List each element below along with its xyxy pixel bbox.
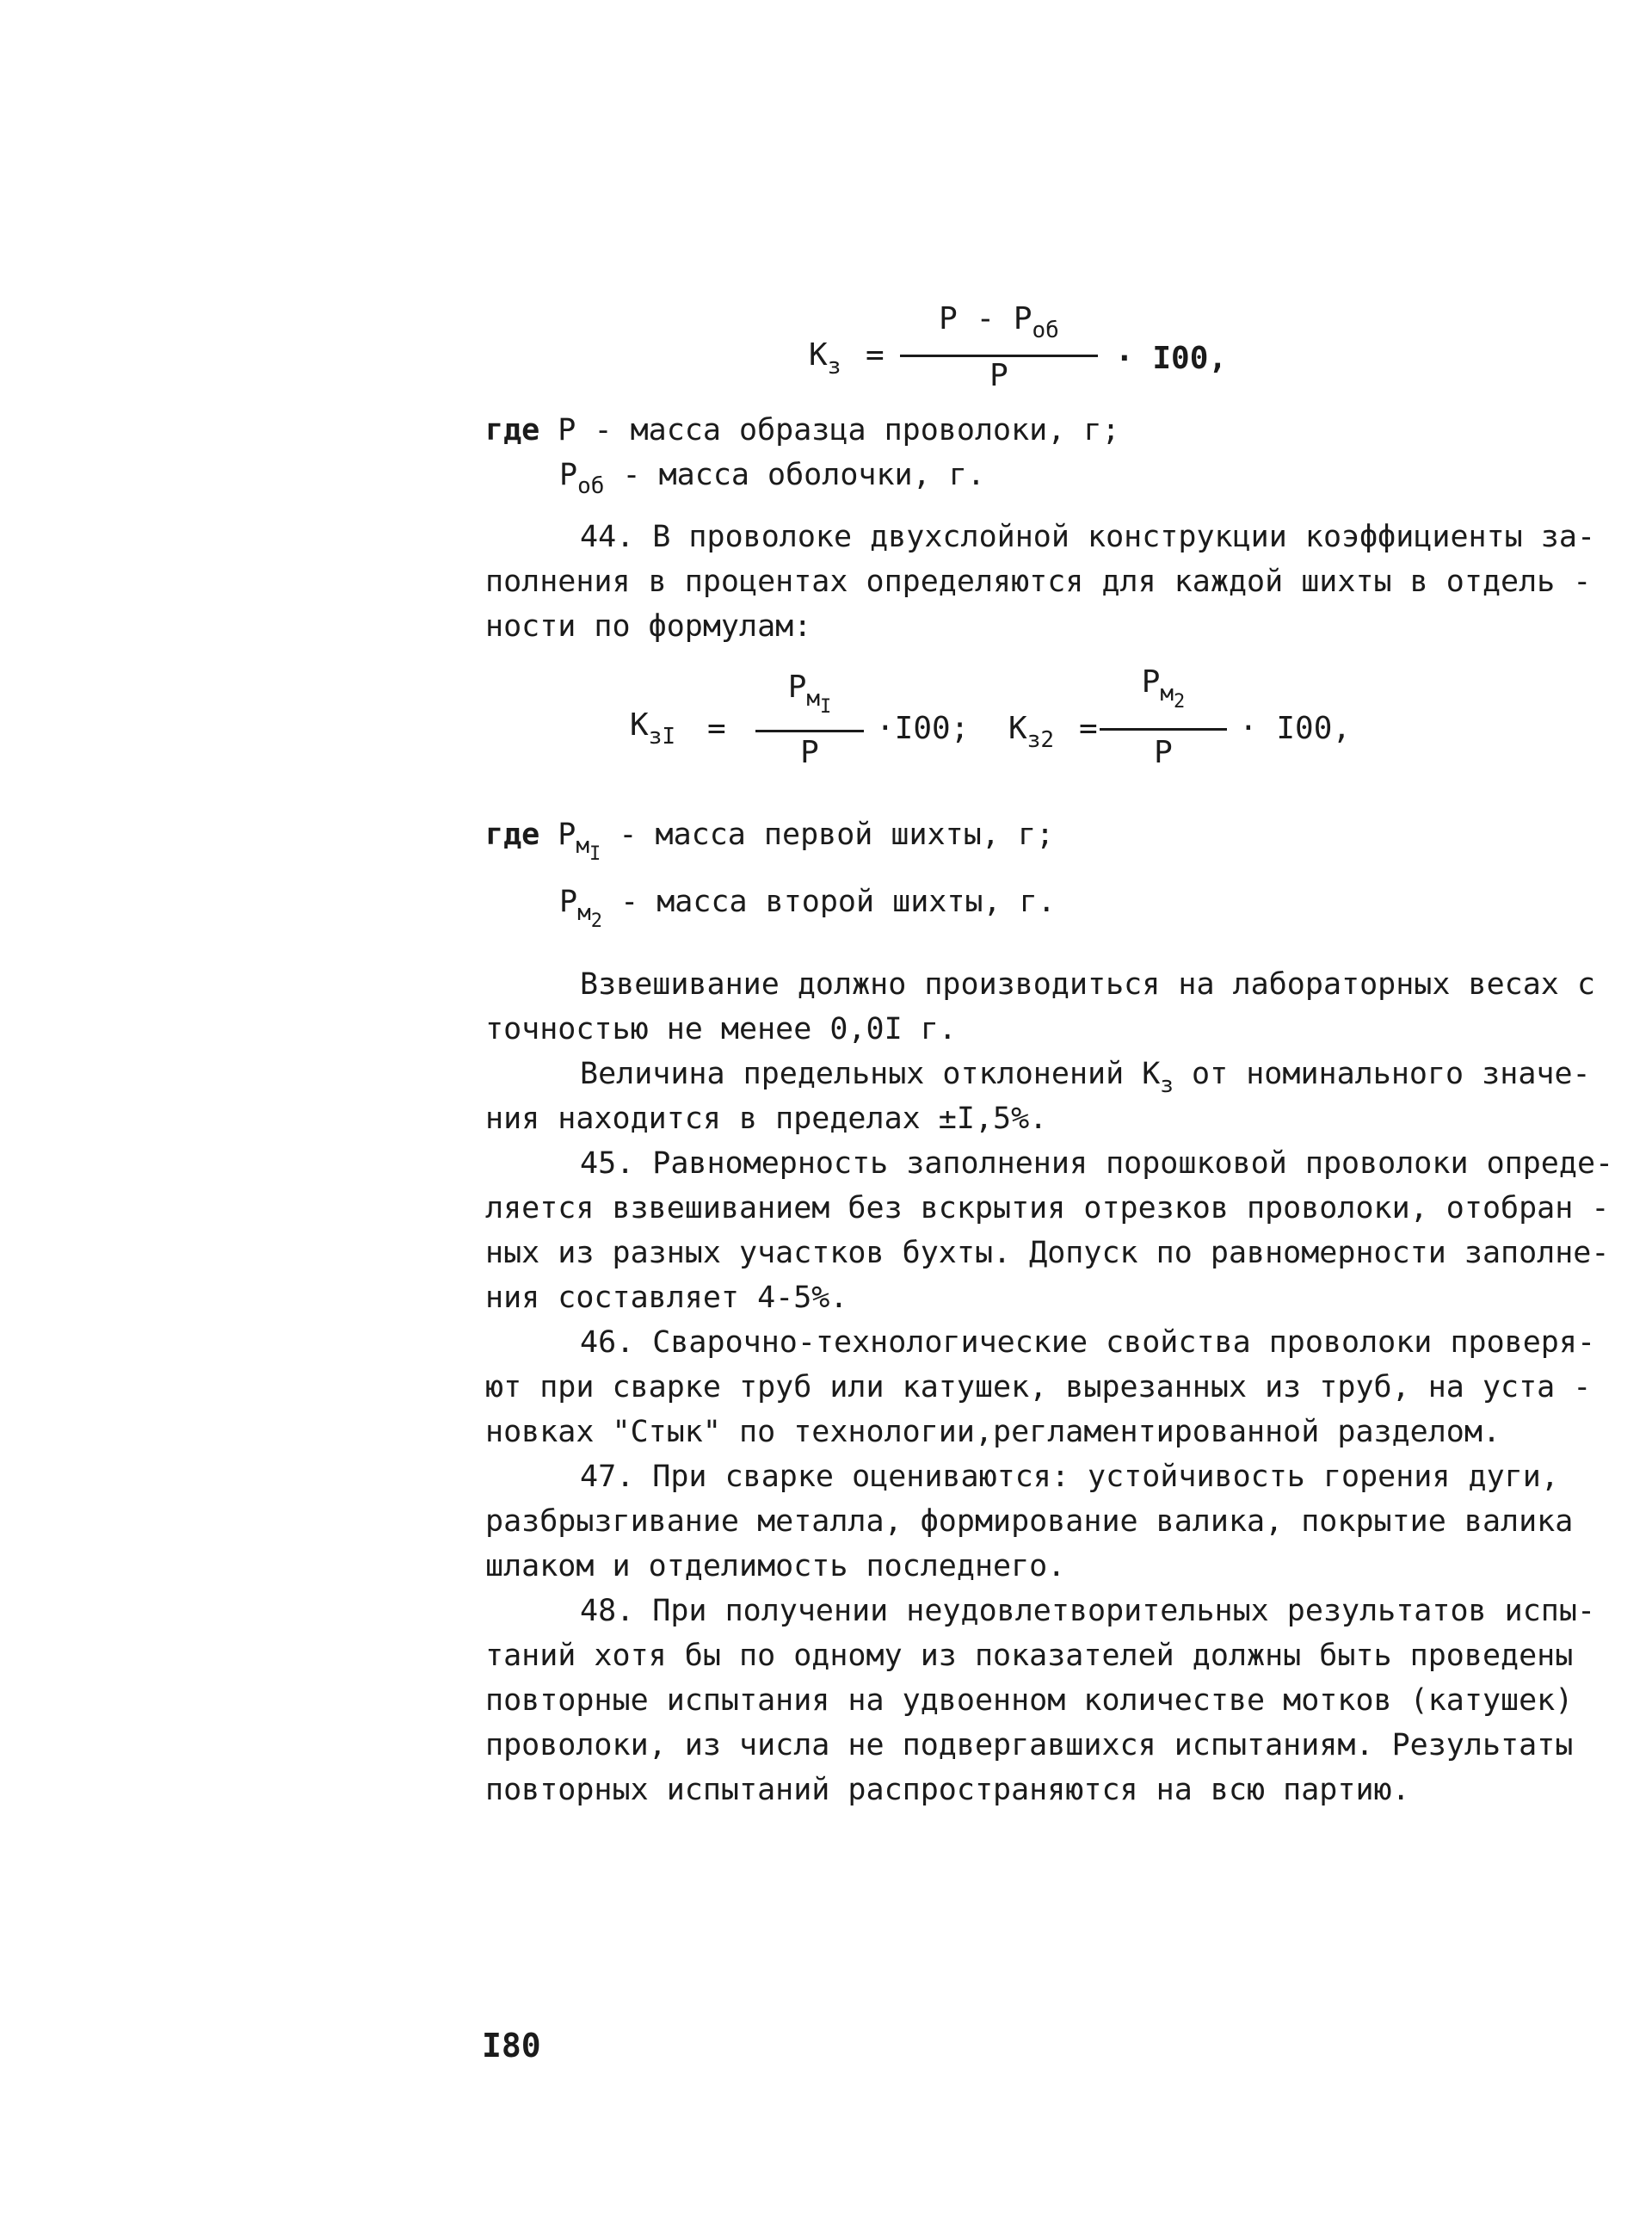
para45-line: ляется взвешиванием без вскрытия отрезков проволоки, отобран - xyxy=(485,1191,1610,1225)
formula2-den1: Р xyxy=(800,735,819,770)
para45-line: 45. Равномерность заполнения порошковой проволоки опреде- xyxy=(580,1146,1614,1181)
where2-line2: - масса второй шихты, г. xyxy=(620,885,1056,919)
para46-line: ют при сварке труб или катушек, вырезанных из труб, на уста - xyxy=(485,1370,1592,1404)
formula2-lhs1-sub: зI xyxy=(648,724,675,750)
formula1-numerator: Р - Р xyxy=(939,301,1032,336)
formula1-multiplier: · I00, xyxy=(1115,341,1228,376)
page-number: I80 xyxy=(482,2027,541,2065)
formula2-mul2: · I00, xyxy=(1239,711,1352,746)
formula2-den2: Р xyxy=(1154,735,1173,770)
where2-symbol2-sub: м xyxy=(577,900,591,926)
para47-line: 47. При сварке оцениваются: устойчивость горения дуги, xyxy=(580,1460,1559,1494)
para48-line: повторные испытания на удвоенном количестве мотков (катушек) xyxy=(485,1683,1574,1718)
formula1-lhs: К xyxy=(809,337,828,373)
where1-line2: - масса оболочки, г. xyxy=(622,458,985,492)
para46-line: новках "Стык" по технологии,регламентированной разделом. xyxy=(485,1415,1501,1449)
formula2-fraction1-bar xyxy=(755,730,864,732)
formula2-num1-subsub: I xyxy=(820,696,832,718)
where2-symbol2-subsub: 2 xyxy=(590,910,602,932)
para44-line: 44. В проволоке двухслойной конструкции коэффициенты за- xyxy=(580,520,1596,554)
where2-line1: - масса первой шихты, г; xyxy=(619,818,1055,852)
formula-two-layer-coefficients xyxy=(0,0,1652,818)
formula2-fraction2 xyxy=(1100,664,1227,776)
weighing-line: точностью не менее 0,0I г. xyxy=(485,1012,957,1046)
deviation-paragraph xyxy=(485,1052,1604,1141)
formula1-denominator: Р xyxy=(989,358,1008,393)
where1-symbol-sub: об xyxy=(577,473,605,499)
formula2-num2-subsub: 2 xyxy=(1174,691,1186,713)
formula2-num1: Р xyxy=(787,670,807,705)
para44-line: ности по формулам: xyxy=(485,609,812,644)
formula2-lhs2: К xyxy=(1008,711,1027,746)
weighing-line: Взвешивание должно производиться на лабораторных весах с xyxy=(580,967,1596,1002)
formula2-mul1: ·I00; xyxy=(876,711,970,746)
formula2-eq2: = xyxy=(1079,711,1098,746)
para45-line: ния составляет 4-5%. xyxy=(485,1281,848,1315)
deviation-line1a: Величина предельных отклонений К xyxy=(580,1057,1161,1091)
paragraph-46 xyxy=(485,1320,1604,1454)
paragraph-47 xyxy=(485,1454,1604,1589)
formula2-fraction2-bar xyxy=(1100,728,1227,731)
para48-line: повторных испытаний распространяются на всю партию. xyxy=(485,1773,1410,1807)
where2-symbol1: Р xyxy=(558,818,576,852)
where2-label: где xyxy=(485,818,540,852)
deviation-sub: з xyxy=(1160,1072,1174,1098)
deviation-line1b: от номинального значе- xyxy=(1173,1057,1591,1091)
where1-label: где xyxy=(485,413,540,448)
formula2-lhs2-sub: з2 xyxy=(1026,727,1054,753)
para48-line: 48. При получении неудовлетворительных результатов испы- xyxy=(580,1594,1596,1628)
where2-symbol1-subsub: I xyxy=(589,843,601,865)
formula2-num1-sub: м xyxy=(806,686,821,712)
para48-line: проволоки, из числа не подвергавшихся испытаниям. Результаты xyxy=(485,1728,1574,1762)
where1-line1: Р - масса образца проволоки, г; xyxy=(558,413,1120,448)
formula2-eq1: = xyxy=(707,711,726,746)
where1-symbol: Р xyxy=(559,458,578,492)
formula2-num2: Р xyxy=(1141,664,1161,700)
deviation-line2: ния находится в пределах ±I,5%. xyxy=(485,1102,1048,1136)
where-block-2 xyxy=(485,812,1604,947)
formula2-fraction1 xyxy=(755,670,864,773)
weighing-paragraph xyxy=(485,962,1604,1052)
paragraph-48 xyxy=(485,1589,1604,1812)
para46-line: 46. Сварочно-технологические свойства проволоки проверя- xyxy=(580,1325,1596,1360)
formula2-num2-sub: м xyxy=(1160,681,1174,707)
formula2-lhs1: К xyxy=(630,707,649,743)
formula1-numerator-sub: об xyxy=(1032,318,1059,343)
para47-line: разбрызгивание металла, формирование валика, покрытие валика xyxy=(485,1504,1574,1539)
paragraph-45 xyxy=(485,1141,1614,1320)
para48-line: таний хотя бы по одному из показателей должны быть проведены xyxy=(485,1639,1574,1673)
where2-symbol1-sub: м xyxy=(576,833,590,859)
formula1-lhs-sub: з xyxy=(827,354,841,380)
para45-line: ных из разных участков бухты. Допуск по равномерности заполне- xyxy=(485,1236,1610,1270)
para44-line: полнения в процентах определяются для каждой шихты в отдель - xyxy=(485,565,1592,599)
para47-line: шлаком и отделимость последнего. xyxy=(485,1549,1066,1583)
formula1-equals: = xyxy=(866,337,885,373)
where2-symbol2: Р xyxy=(559,885,578,919)
